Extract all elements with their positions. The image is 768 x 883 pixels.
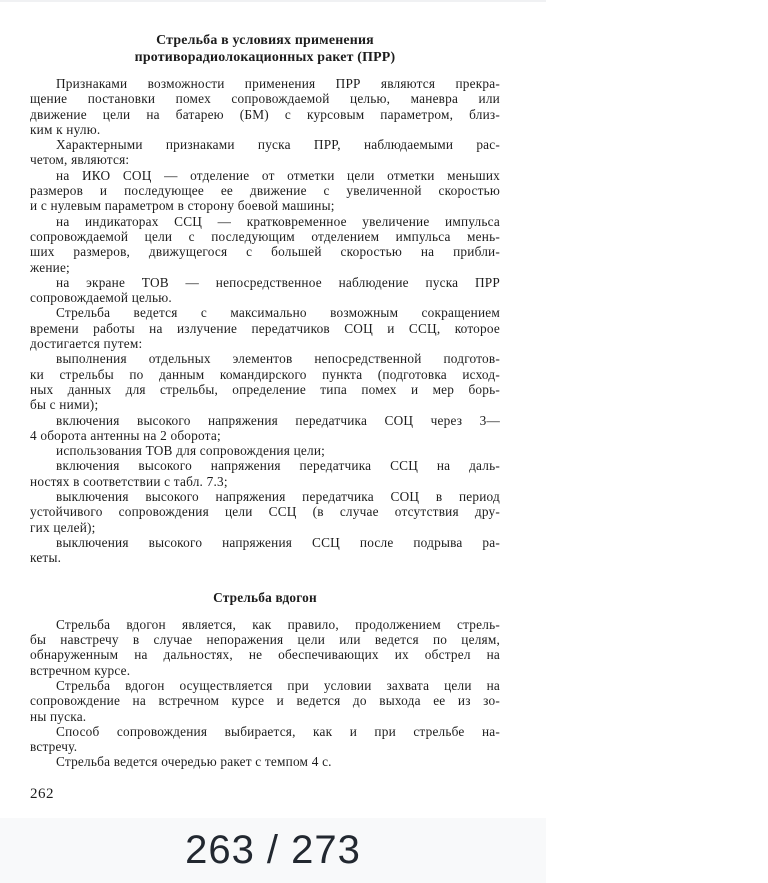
- heading-line: Стрельба в условиях применения: [156, 33, 374, 48]
- text-line: и с нулевым параметром в сторону боевой машины;: [30, 198, 335, 214]
- text-line: движение цели на батарею (БМ) с курсовым параметром, близ-: [30, 106, 500, 122]
- paragraph: [30, 617, 500, 678]
- text-line: обнаруженным на дальностях, не обеспечивающих их обстрел на: [30, 647, 500, 663]
- section-heading: [30, 590, 500, 605]
- text-line: жение;: [30, 259, 70, 275]
- document-title: [30, 33, 500, 66]
- paragraph: [30, 678, 500, 724]
- text-line: Способ сопровождения выбирается, как и при стрельбе на-: [56, 723, 500, 739]
- text-line: устойчивого сопровождения цели ССЦ (в случае отсутствия дру-: [30, 504, 500, 520]
- text-line: кеты.: [30, 550, 62, 566]
- text-line: Стрельба вдогон осуществляется при условии захвата цели на: [56, 677, 500, 693]
- paragraph: [30, 413, 500, 444]
- heading-line: Стрельба вдогон: [213, 589, 317, 605]
- paragraph: [30, 489, 500, 535]
- paragraph: [30, 754, 500, 769]
- text-line: выключения высокого напряжения ССЦ после подрыва ра-: [56, 534, 500, 550]
- text-line: размеров и последующее ее движение с увеличенной скоростью: [30, 183, 500, 199]
- text-line: ностях в соответствии с табл. 7.3;: [30, 473, 228, 489]
- paragraph: [30, 535, 500, 566]
- paragraph: [30, 275, 500, 306]
- text-line: сопровождаемой цели с последующим отделением импульса мень-: [30, 228, 500, 244]
- text-line: Стрельба вдогон является, как правило, продолжением стрель-: [56, 616, 500, 632]
- text-line: на экране ТОВ — непосредственное наблюдение пуска ПРР: [56, 274, 500, 290]
- page-indicator-bar: [0, 818, 546, 883]
- text-line: встречном курсе.: [30, 662, 131, 678]
- paragraph: [30, 76, 500, 137]
- text-line: Признаками возможности применения ПРР являются прекра-: [56, 76, 500, 91]
- text-line: гих целей);: [30, 519, 96, 535]
- text-line: выполнения отдельных элементов непосредственной подготов-: [56, 351, 500, 367]
- text-line: ших размеров, движущегося с большей скоростью на прибли-: [30, 244, 500, 260]
- text-line: включения высокого напряжения передатчика СОЦ через 3—: [56, 412, 500, 428]
- paragraph: [30, 305, 500, 351]
- printed-page-number: 262: [30, 785, 54, 802]
- text-line: достигается путем:: [30, 336, 143, 352]
- text-line: ким к нулю.: [30, 121, 101, 137]
- text-line: бы с ними);: [30, 397, 99, 413]
- text-line: ки стрельбы по данным командирского пункта (подготовка исход-: [30, 366, 500, 382]
- text-line: сопровождение на встречном курсе и ведется до выхода ее из зо-: [30, 693, 500, 709]
- text-line: использования ТОВ для сопровождения цели;: [56, 443, 326, 459]
- paragraph: [30, 458, 500, 489]
- page-indicator: 263 / 273: [185, 828, 361, 872]
- text-line: сопровождаемой целью.: [30, 290, 172, 306]
- paragraph: [30, 137, 500, 168]
- text-line: выключения высокого напряжения передатчика СОЦ в период: [56, 489, 500, 505]
- paragraph: [30, 724, 500, 755]
- page-boundary-line: [0, 0, 546, 2]
- text-line: четом, являются:: [30, 152, 130, 168]
- paragraph: [30, 443, 500, 458]
- text-line: Стрельба ведется с максимально возможным сокращением: [56, 305, 500, 321]
- text-line: времени работы на излучение передатчиков СОЦ и ССЦ, которое: [30, 320, 500, 336]
- text-line: ны пуска.: [30, 708, 87, 724]
- text-line: щение постановки помех сопровождаемой целью, маневра или: [30, 91, 500, 107]
- paragraph: [30, 214, 500, 275]
- text-line: ных данных для стрельбы, определение типа помех и мер борь-: [30, 381, 500, 397]
- document-page[interactable]: [30, 33, 500, 802]
- text-line: Характерными признаками пуска ПРР, наблюдаемыми рас-: [56, 137, 500, 153]
- text-line: Стрельба ведется очередью ракет с темпом 4 с.: [56, 754, 332, 770]
- text-line: 4 оборота антенны на 2 оборота;: [30, 427, 221, 443]
- text-line: на ИКО СОЦ — отделение от отметки цели отметки меньших: [56, 167, 500, 183]
- text-line: встречу.: [30, 739, 78, 755]
- heading-line: противорадиолокационных ракет (ПРР): [134, 49, 396, 65]
- paragraph: [30, 351, 500, 412]
- paragraph: [30, 168, 500, 214]
- text-line: бы навстречу в случае непоражения цели или ведется по целям,: [30, 632, 500, 648]
- text-line: включения высокого напряжения передатчика ССЦ на даль-: [56, 458, 500, 474]
- text-line: на индикаторах ССЦ — кратковременное увеличение импульса: [56, 213, 500, 229]
